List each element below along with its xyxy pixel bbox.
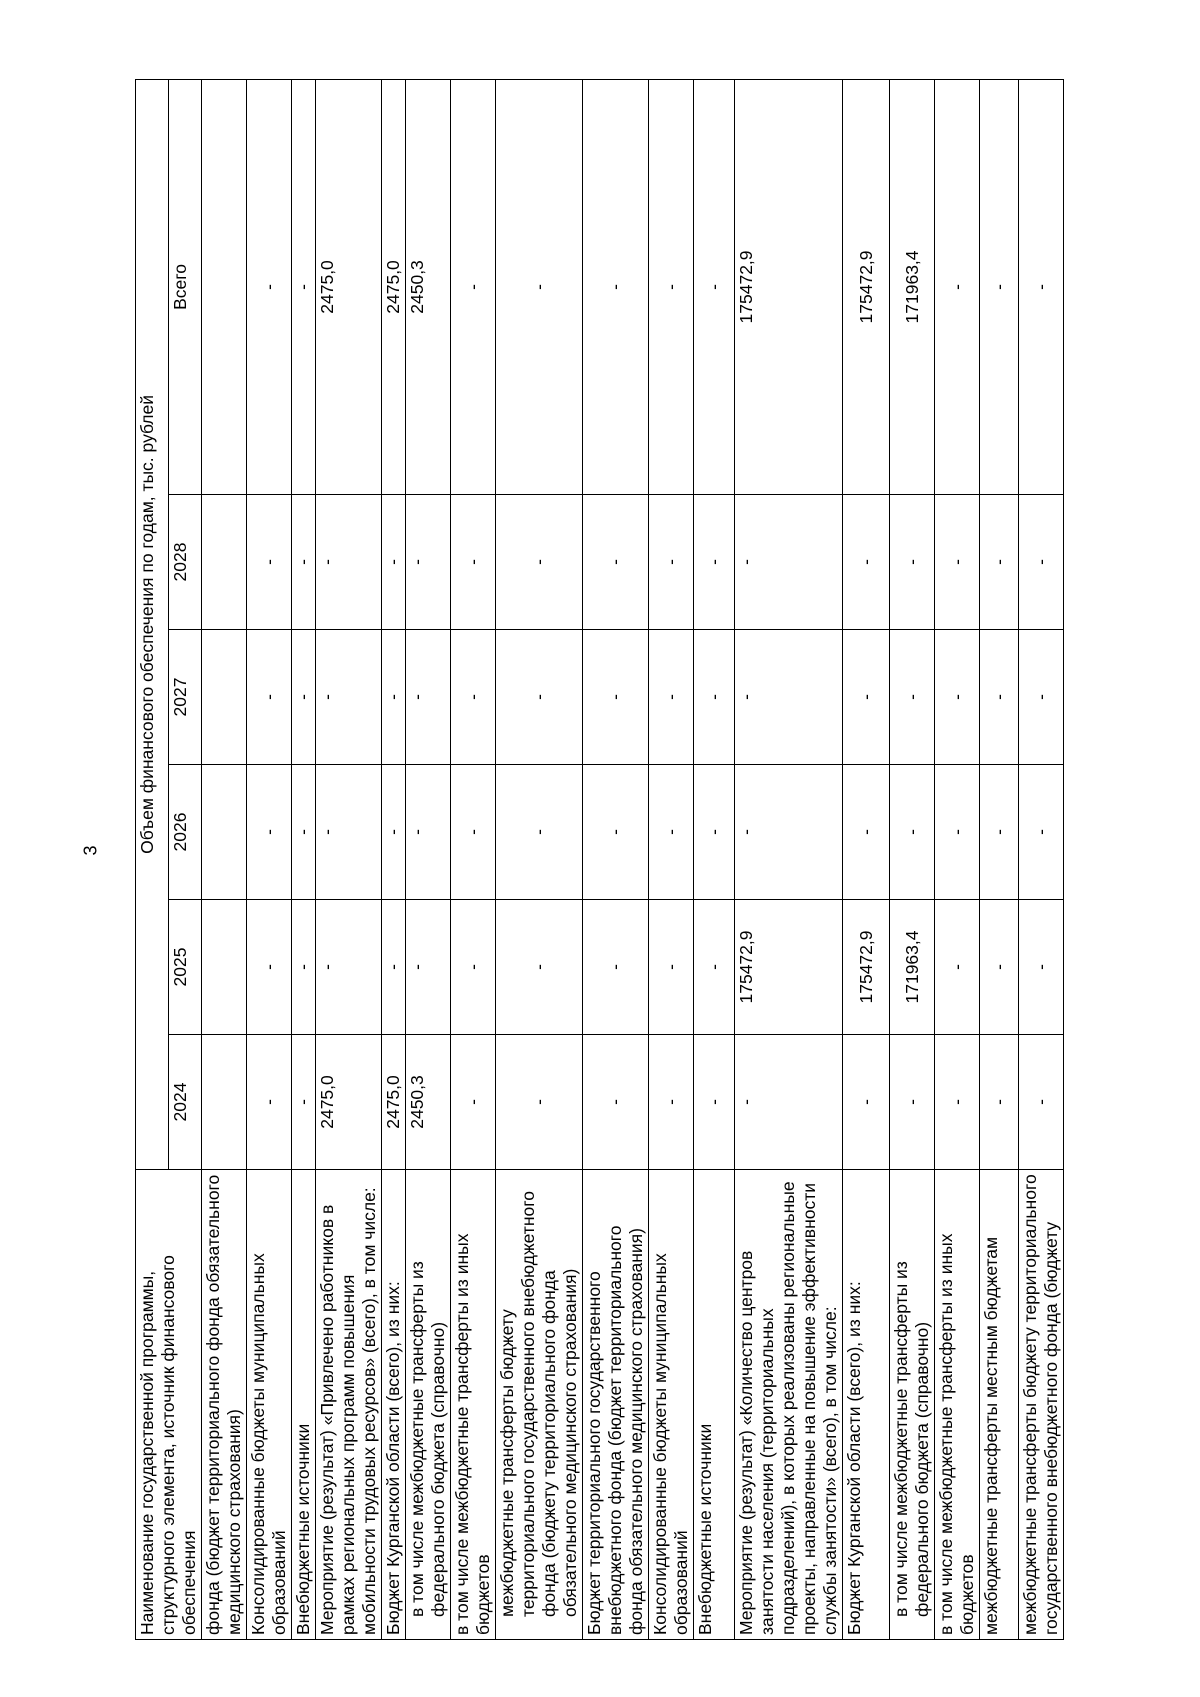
cell-2024: - bbox=[649, 1035, 694, 1170]
table-row bbox=[583, 79, 649, 1639]
cell-total: - bbox=[451, 79, 496, 494]
cell-2027: - bbox=[292, 630, 316, 765]
cell-2024: - bbox=[935, 1035, 980, 1170]
table-row bbox=[843, 79, 890, 1639]
cell-2028: - bbox=[694, 495, 735, 630]
row-name: Консолидированные бюджеты муниципальных образований bbox=[649, 1170, 694, 1640]
cell-2028: - bbox=[496, 495, 583, 630]
table-row bbox=[202, 79, 247, 1639]
cell-2027: - bbox=[496, 630, 583, 765]
row-name: Бюджет Курганской области (всего), из них: bbox=[382, 1170, 406, 1640]
cell-total: 175472,9 bbox=[843, 79, 890, 494]
cell-2027: - bbox=[382, 630, 406, 765]
table-row bbox=[694, 79, 735, 1639]
row-name: межбюджетные трансферты бюджету территориального государственного внебюджетного фонда (бюджету территориального фонда обязательного медицинского страхования) bbox=[496, 1170, 583, 1640]
cell-2026: - bbox=[735, 765, 843, 900]
cell-2024: - bbox=[247, 1035, 292, 1170]
header-row-1 bbox=[136, 79, 169, 1639]
cell-2025: - bbox=[247, 900, 292, 1035]
cell-total: - bbox=[935, 79, 980, 494]
cell-total: - bbox=[496, 79, 583, 494]
cell-2028: - bbox=[292, 495, 316, 630]
cell-total: - bbox=[247, 79, 292, 494]
cell-2027: - bbox=[1019, 630, 1064, 765]
row-name: Бюджет Курганской области (всего), из них: bbox=[843, 1170, 890, 1640]
cell-2024: - bbox=[292, 1035, 316, 1170]
table-row bbox=[406, 79, 451, 1639]
cell-2025: - bbox=[382, 900, 406, 1035]
cell-total: 171963,4 bbox=[890, 79, 935, 494]
financing-table bbox=[135, 79, 1064, 1640]
cell-2024: - bbox=[980, 1035, 1019, 1170]
cell-2028: - bbox=[843, 495, 890, 630]
volume-title-header: Объем финансового обеспечения по годам, тыс. рублей bbox=[136, 79, 169, 1169]
cell-2027 bbox=[202, 630, 247, 765]
cell-2028: - bbox=[583, 495, 649, 630]
cell-2026: - bbox=[890, 765, 935, 900]
year-header: 2026 bbox=[169, 765, 202, 900]
page-number: 3 bbox=[80, 845, 101, 856]
cell-2024: 2475,0 bbox=[382, 1035, 406, 1170]
cell-2024: 2450,3 bbox=[406, 1035, 451, 1170]
table-row bbox=[292, 79, 316, 1639]
cell-2026: - bbox=[451, 765, 496, 900]
cell-total: 175472,9 bbox=[735, 79, 843, 494]
name-column-header: Наименование государственной программы, структурного элемента, источник финансового обеспечения bbox=[136, 1170, 202, 1640]
cell-2026: - bbox=[583, 765, 649, 900]
cell-2027: - bbox=[890, 630, 935, 765]
row-name: Мероприятие (результат) «Количество центров занятости населения (территориальных подразделений), в которых реализованы региональные проекты, направленные на повышение эффективности службы занятости» (всего), в том числе: bbox=[735, 1170, 843, 1640]
cell-2027: - bbox=[406, 630, 451, 765]
row-name: межбюджетные трансферты бюджету территориального государственного внебюджетного фонда (бюджету bbox=[1019, 1170, 1064, 1640]
table-row bbox=[247, 79, 292, 1639]
cell-2027: - bbox=[843, 630, 890, 765]
cell-2025: - bbox=[935, 900, 980, 1035]
cell-2024: - bbox=[890, 1035, 935, 1170]
table-row bbox=[382, 79, 406, 1639]
cell-2027: - bbox=[980, 630, 1019, 765]
cell-2026: - bbox=[406, 765, 451, 900]
cell-2027: - bbox=[649, 630, 694, 765]
cell-2025: - bbox=[292, 900, 316, 1035]
cell-total: - bbox=[1019, 79, 1064, 494]
cell-2026: - bbox=[1019, 765, 1064, 900]
row-name: межбюджетные трансферты местным бюджетам bbox=[980, 1170, 1019, 1640]
cell-2027: - bbox=[935, 630, 980, 765]
cell-2025: - bbox=[496, 900, 583, 1035]
cell-2024: - bbox=[694, 1035, 735, 1170]
row-name: в том числе межбюджетные трансферты из федерального бюджета (справочно) bbox=[406, 1170, 451, 1640]
table-row bbox=[316, 79, 382, 1639]
cell-2024: - bbox=[451, 1035, 496, 1170]
rotated-table-wrapper bbox=[135, 80, 1175, 1640]
cell-2027: - bbox=[451, 630, 496, 765]
cell-2024: - bbox=[496, 1035, 583, 1170]
table-row bbox=[980, 79, 1019, 1639]
cell-2028: - bbox=[980, 495, 1019, 630]
cell-2025: - bbox=[649, 900, 694, 1035]
row-name: фонда (бюджет территориального фонда обязательного медицинского страхования) bbox=[202, 1170, 247, 1640]
cell-2025: - bbox=[451, 900, 496, 1035]
table-row bbox=[496, 79, 583, 1639]
cell-2024: - bbox=[1019, 1035, 1064, 1170]
row-name: Внебюджетные источники bbox=[694, 1170, 735, 1640]
row-name: в том числе межбюджетные трансферты из иных бюджетов bbox=[451, 1170, 496, 1640]
cell-2028: - bbox=[649, 495, 694, 630]
row-name: в том числе межбюджетные трансферты из федерального бюджета (справочно) bbox=[890, 1170, 935, 1640]
cell-2026 bbox=[202, 765, 247, 900]
year-header: 2028 bbox=[169, 495, 202, 630]
cell-total bbox=[202, 79, 247, 494]
cell-2028: - bbox=[890, 495, 935, 630]
cell-2025: - bbox=[1019, 900, 1064, 1035]
table-row bbox=[890, 79, 935, 1639]
table-row bbox=[935, 79, 980, 1639]
table-row bbox=[451, 79, 496, 1639]
cell-2027: - bbox=[735, 630, 843, 765]
cell-2026: - bbox=[496, 765, 583, 900]
cell-2025: - bbox=[406, 900, 451, 1035]
cell-2026: - bbox=[292, 765, 316, 900]
total-header: Всего bbox=[169, 79, 202, 494]
row-name: Бюджет территориального государственного внебюджетного фонда (бюджет территориального фонда обязательного медицинского страхования) bbox=[583, 1170, 649, 1640]
cell-2024: - bbox=[735, 1035, 843, 1170]
cell-2028: - bbox=[451, 495, 496, 630]
table-row bbox=[735, 79, 843, 1639]
cell-2024: 2475,0 bbox=[316, 1035, 382, 1170]
cell-total: - bbox=[292, 79, 316, 494]
cell-2026: - bbox=[316, 765, 382, 900]
cell-2028 bbox=[202, 495, 247, 630]
row-name: Консолидированные бюджеты муниципальных образований bbox=[247, 1170, 292, 1640]
cell-total: 2475,0 bbox=[382, 79, 406, 494]
cell-2025: 175472,9 bbox=[735, 900, 843, 1035]
cell-2026: - bbox=[980, 765, 1019, 900]
cell-2028: - bbox=[316, 495, 382, 630]
cell-total: - bbox=[980, 79, 1019, 494]
cell-2026: - bbox=[843, 765, 890, 900]
cell-total: - bbox=[649, 79, 694, 494]
cell-2028: - bbox=[1019, 495, 1064, 630]
cell-2027: - bbox=[247, 630, 292, 765]
cell-2026: - bbox=[649, 765, 694, 900]
cell-2028: - bbox=[935, 495, 980, 630]
cell-2024 bbox=[202, 1035, 247, 1170]
year-header: 2027 bbox=[169, 630, 202, 765]
cell-2026: - bbox=[694, 765, 735, 900]
cell-2025: 171963,4 bbox=[890, 900, 935, 1035]
cell-2028: - bbox=[382, 495, 406, 630]
cell-2025 bbox=[202, 900, 247, 1035]
row-name: Мероприятие (результат) «Привлечено работников в рамках региональных программ повышения мобильности трудовых ресурсов» (всего), в том числе: bbox=[316, 1170, 382, 1640]
cell-2027: - bbox=[583, 630, 649, 765]
cell-total: - bbox=[694, 79, 735, 494]
row-name: в том числе межбюджетные трансферты из иных бюджетов bbox=[935, 1170, 980, 1640]
cell-2025: 175472,9 bbox=[843, 900, 890, 1035]
table-row bbox=[649, 79, 694, 1639]
cell-2026: - bbox=[247, 765, 292, 900]
cell-2026: - bbox=[935, 765, 980, 900]
cell-2026: - bbox=[382, 765, 406, 900]
cell-2027: - bbox=[316, 630, 382, 765]
year-header: 2025 bbox=[169, 900, 202, 1035]
cell-total: 2450,3 bbox=[406, 79, 451, 494]
cell-2024: - bbox=[583, 1035, 649, 1170]
year-header: 2024 bbox=[169, 1035, 202, 1170]
row-name: Внебюджетные источники bbox=[292, 1170, 316, 1640]
cell-total: - bbox=[583, 79, 649, 494]
cell-2028: - bbox=[406, 495, 451, 630]
table-row bbox=[1019, 79, 1064, 1639]
cell-2025: - bbox=[980, 900, 1019, 1035]
cell-2028: - bbox=[247, 495, 292, 630]
cell-2028: - bbox=[735, 495, 843, 630]
cell-2025: - bbox=[583, 900, 649, 1035]
cell-2024: - bbox=[843, 1035, 890, 1170]
cell-total: 2475,0 bbox=[316, 79, 382, 494]
cell-2025: - bbox=[316, 900, 382, 1035]
cell-2025: - bbox=[694, 900, 735, 1035]
cell-2027: - bbox=[694, 630, 735, 765]
